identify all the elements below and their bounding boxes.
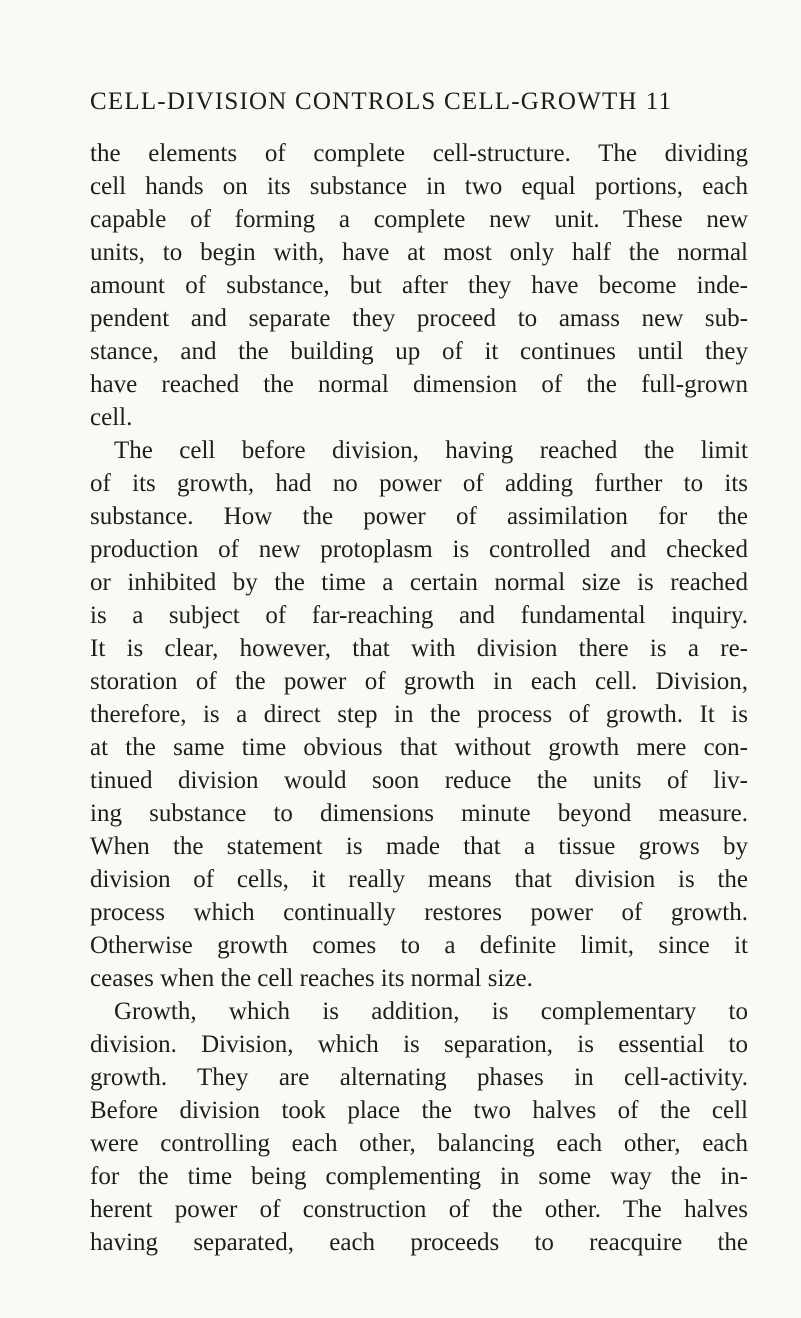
text-line: herent power of construction of the other. The halves [90,1196,748,1223]
text-line: growth. They are alternating phases in cell-activity. [90,1064,748,1091]
text-line: division. Division, which is separation, is essential to [90,1031,748,1058]
text-line: at the same time obvious that without growth mere con- [90,734,748,761]
text-line: cell hands on its substance in two equal portions, each [90,173,748,200]
text-line: Before division took place the two halves of the cell [90,1097,748,1124]
text-line: process which continually restores power of growth. [90,899,748,926]
text-line: When the statement is made that a tissue grows by [90,833,748,860]
running-head-title: CELL-DIVISION CONTROLS CELL-GROWTH [90,88,638,115]
text-line: is a subject of far-reaching and fundamental inquiry. [90,602,748,629]
text-line: substance. How the power of assimilation for the [90,503,748,530]
text-line: pendent and separate they proceed to amass new sub- [90,305,748,332]
text-line: have reached the normal dimension of the full-grown [90,371,748,398]
text-line: the elements of complete cell-structure. The dividing [90,140,748,167]
text-line: were controlling each other, balancing each other, each [90,1130,748,1157]
body-text [90,137,748,1259]
text-line: division of cells, it really means that division is the [90,866,748,893]
text-line: of its growth, had no power of adding further to its [90,470,748,497]
text-line: for the time being complementing in some way the in- [90,1163,748,1190]
page-number: 11 [645,88,673,115]
text-line: stance, and the building up of it continues until they [90,338,748,365]
text-line: Otherwise growth comes to a definite limit, since it [90,932,748,959]
text-line: amount of substance, but after they have become inde- [90,272,748,299]
text-line: ceases when the cell reaches its normal size. [90,965,533,992]
text-line: cell. [90,404,133,431]
text-line: storation of the power of growth in each cell. Division, [90,668,748,695]
text-line: therefore, is a direct step in the process of growth. It is [90,701,748,728]
text-line: units, to begin with, have at most only half the normal [90,239,748,266]
text-line: production of new protoplasm is controlled and checked [90,536,748,563]
text-line: or inhibited by the time a certain normal size is reached [90,569,748,596]
text-line: capable of forming a complete new unit. These new [90,206,748,233]
running-head [90,88,750,116]
text-line: It is clear, however, that with division there is a re- [90,635,748,662]
text-line: The cell before division, having reached the limit [114,437,748,464]
text-line: ing substance to dimensions minute beyond measure. [90,800,748,827]
text-line: having separated, each proceeds to reacquire the [90,1229,748,1256]
text-line: tinued division would soon reduce the units of liv- [90,767,748,794]
text-line: Growth, which is addition, is complementary to [114,998,748,1025]
